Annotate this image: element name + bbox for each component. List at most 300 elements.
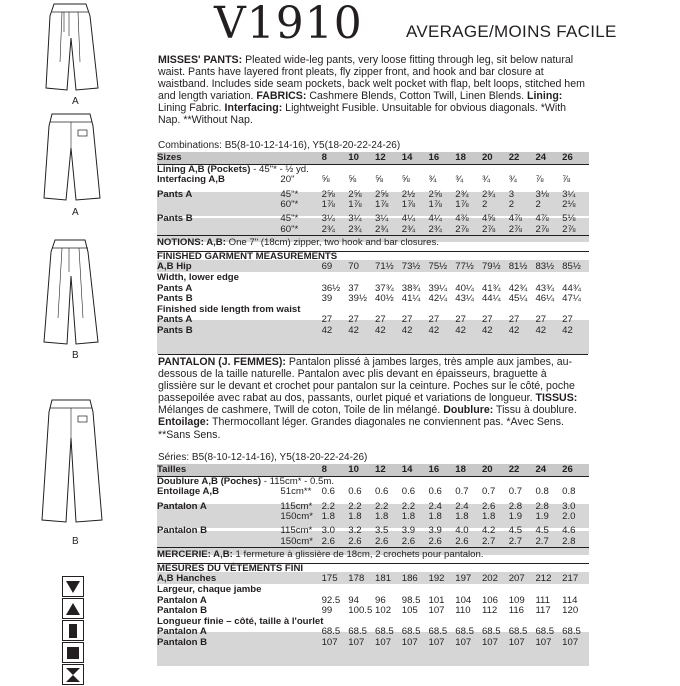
interfacing-row-label: Entoilage A,B — [157, 486, 220, 498]
measure-cell: 69 — [321, 261, 333, 273]
size-cell: 8 — [321, 464, 327, 475]
yardage-cell: 0.7 — [508, 486, 523, 498]
size-cell: 20 — [481, 152, 493, 163]
measure-cell: 37 — [348, 282, 359, 294]
measure-cell: 107 — [321, 636, 338, 648]
measure-cell: 192 — [428, 573, 445, 585]
size-cell: 26 — [562, 464, 573, 475]
interfacing-text: Thermocollant léger. Grandes diagonales ne conviennent pas. *Avec Sens. **Sans Sens. — [158, 416, 564, 441]
measure-cell: 178 — [348, 573, 365, 585]
yardage-cell: 2½ — [401, 188, 416, 200]
measure-cell: 68.5 — [348, 626, 367, 638]
yardage-cell: 2.8 — [562, 535, 576, 547]
yardage-cell: 2⅝ — [348, 188, 362, 200]
measure-cell: 79½ — [481, 261, 501, 273]
yardage-cell: 1⅞ — [455, 199, 469, 211]
measure-cell: 68.5 — [535, 626, 555, 638]
yardage-cell: 2⅝ — [428, 188, 442, 200]
yardage-cell: 2.7 — [535, 535, 549, 547]
yardage-cell: ¾ — [508, 174, 517, 186]
description-text: Pantalon plissé à jambes larges, très ample aux jambes, au-dessous de la taille naturelle. Pantalon avec plis devant en épaisseurs, braguette à glissière sur le devant et crochet pour pantalon sur la ceinture. Poches sur le côté, poche passepoilée avec rabat au dos, passants, ourlet piqué et variations de longueur. — [158, 356, 575, 405]
measure-cell: 27 — [481, 314, 493, 326]
width-b-label: Pantalon B — [157, 605, 208, 617]
lining-text: Tissu à doublure. — [493, 404, 577, 417]
measure-cell: 175 — [321, 573, 338, 585]
measure-cell: 102 — [375, 605, 392, 617]
yardage-cell: 0.6 — [321, 486, 335, 498]
size-cell: 16 — [428, 152, 440, 163]
sketch-label-b2: B — [72, 536, 79, 547]
yardage-cell: 3 — [508, 188, 515, 200]
measure-cell: 41¼ — [401, 293, 421, 305]
fabrics-lead: FABRICS: — [256, 90, 307, 103]
width-a-label: Pants A — [157, 282, 193, 294]
yardage-cell: 4⅞ — [535, 212, 549, 224]
width-title-row — [157, 585, 589, 596]
measure-cell: 27 — [401, 314, 413, 326]
yardage-cell: ⅝ — [375, 174, 384, 186]
measure-cell: 43¾ — [535, 282, 555, 294]
measure-cell: 68.5 — [455, 626, 474, 638]
notions-lead: NOTIONS: A,B: — [157, 237, 226, 249]
sizes-row — [157, 465, 589, 476]
yardage-cell: 4.5 — [508, 524, 523, 536]
measure-cell: 114 — [562, 594, 578, 606]
measure-cell: 107 — [401, 636, 418, 648]
yardage-cell: ⅞ — [535, 174, 544, 186]
yardage-cell: 2¾ — [375, 223, 389, 235]
size-cell: 20 — [481, 464, 493, 475]
yardage-cell: ⅝ — [348, 174, 357, 186]
yardage-cell: 4.6 — [562, 524, 576, 536]
measure-cell: 107 — [428, 636, 445, 648]
measure-cell: 106 — [481, 594, 498, 606]
yardage-cell: 2.7 — [508, 535, 523, 547]
lining-text: Lining Fabric. — [158, 102, 225, 115]
yardage-cell: 4¼ — [401, 212, 416, 224]
yardage-cell: 3.5 — [375, 524, 389, 536]
pants-b-label: Pantalon B — [157, 524, 208, 536]
yardage-cell: 3¼ — [348, 212, 362, 224]
measure-cell: 116 — [508, 605, 524, 617]
measure-cell: 44¾ — [562, 282, 581, 294]
english-description — [158, 54, 588, 127]
lining-lead: Doublure: — [443, 404, 494, 417]
measure-cell: 42 — [535, 324, 547, 336]
measure-cell: 43¼ — [455, 293, 474, 305]
yardage-cell: 2 — [535, 199, 541, 211]
measure-cell: 99 — [321, 605, 333, 617]
yardage-cell: 2 — [481, 199, 488, 211]
yardage-cell: 3¼ — [321, 212, 335, 224]
pants-a-row-1 — [157, 502, 589, 513]
lining-lead: Lining: — [527, 90, 563, 103]
measure-cell: 41¾ — [481, 282, 501, 294]
yardage-cell: 3.0 — [562, 500, 576, 512]
fabrics-text: Mélanges de cashmere, Twill de coton, Toile de lin mélangé. — [158, 404, 444, 417]
yardage-cell: 1.8 — [348, 511, 362, 523]
pants-b-label: Pants B — [157, 212, 193, 224]
measure-cell: 107 — [562, 636, 579, 648]
yardage-cell: 2.6 — [481, 500, 496, 512]
measure-cell: 39½ — [348, 293, 367, 305]
english-yardage-table — [157, 153, 589, 337]
measure-cell: 68.5 — [508, 626, 528, 638]
measure-cell: 117 — [535, 605, 551, 617]
width-sub: 150cm* — [280, 535, 313, 547]
yardage-cell: 4⅝ — [481, 212, 496, 224]
yardage-cell: 4¼ — [428, 212, 442, 224]
measure-cell: 109 — [508, 594, 525, 606]
yardage-cell: 2.2 — [321, 500, 335, 512]
notions-row — [157, 548, 589, 564]
measure-cell: 40¼ — [455, 282, 474, 294]
yardage-cell: 1.8 — [455, 511, 469, 523]
size-cell: 8 — [321, 152, 327, 163]
measure-cell: 212 — [535, 573, 552, 585]
measure-cell: 92.5 — [321, 594, 341, 606]
interfacing-row-label: Interfacing A,B — [157, 174, 225, 186]
measure-cell: 27 — [321, 314, 333, 326]
interfacing-text: Lightweight Fusible. Unsuitable for obvious diagonals. *With Nap. **Without Nap. — [158, 102, 567, 127]
yardage-cell: 4.0 — [455, 524, 469, 536]
length-label: Finished side length from waist — [157, 303, 301, 315]
measure-cell: 105 — [401, 605, 418, 617]
yardage-cell: 2.6 — [375, 535, 389, 547]
yardage-cell: ¾ — [481, 174, 490, 186]
measure-cell: 71½ — [375, 261, 394, 273]
yardage-cell: 1.9 — [535, 511, 549, 523]
size-cell: 12 — [375, 152, 386, 163]
width-sub: 60"* — [280, 199, 299, 211]
yardage-cell: 2.2 — [401, 500, 416, 512]
measure-cell: 68.5 — [481, 626, 501, 638]
measure-cell: 98.5 — [401, 594, 421, 606]
symbol-legend — [62, 576, 84, 686]
sketch-view-b-back — [38, 398, 108, 528]
measure-cell: 68.5 — [562, 626, 581, 638]
yardage-cell: 2⅞ — [562, 223, 576, 235]
width-label: Largeur, chaque jambe — [157, 583, 262, 595]
yardage-cell: 3.2 — [348, 524, 362, 536]
sketch-label-a2: A — [72, 207, 79, 218]
yardage-cell: 0.6 — [401, 486, 416, 498]
lining-row-label: Lining A,B (Pockets) — [157, 163, 251, 175]
measure-cell: 27 — [348, 314, 359, 326]
description-lead: PANTALON (J. FEMMES): — [158, 356, 286, 368]
lining-row-text: - 45"* - ½ yd. — [250, 163, 309, 175]
yardage-cell: 2⅞ — [535, 223, 549, 235]
sizes-row — [157, 153, 589, 164]
yardage-cell: 2¾ — [348, 223, 362, 235]
yardage-cell: ⅞ — [562, 174, 571, 186]
size-cell: 16 — [428, 464, 440, 475]
pants-a-label: Pants A — [157, 188, 193, 200]
lining-row-text: - 115cm* - 0.5m. — [261, 475, 334, 487]
width-sub: 60"* — [280, 223, 299, 235]
yardage-cell: 2⅝ — [321, 188, 335, 200]
yardage-cell: 2.2 — [375, 500, 389, 512]
triangle-up-icon — [62, 598, 84, 619]
size-cell: 14 — [401, 152, 413, 163]
yardage-cell: 4.5 — [535, 524, 549, 536]
yardage-cell: 0.6 — [348, 486, 362, 498]
measure-cell: 197 — [455, 573, 472, 585]
lining-row — [157, 476, 589, 487]
lining-row-label: Doublure A,B (Poches) — [157, 475, 262, 487]
yardage-cell: ⅝ — [321, 174, 330, 186]
pants-b-row-1 — [157, 214, 589, 225]
hip-label: A,B Hanches — [157, 573, 217, 585]
bar-icon — [62, 620, 84, 641]
measure-cell: 27 — [455, 314, 466, 326]
measure-cell: 42 — [455, 324, 466, 336]
measure-cell: 111 — [535, 594, 551, 606]
width-a-row — [157, 596, 589, 607]
yardage-cell: 2⅝ — [375, 188, 389, 200]
width-label: Width, lower edge — [157, 271, 239, 283]
sketch-view-a-front — [38, 2, 108, 94]
square-icon — [62, 642, 84, 663]
yardage-cell: 3.0 — [321, 524, 335, 536]
yardage-cell: 2⅞ — [481, 223, 496, 235]
yardage-cell: 1.9 — [508, 511, 523, 523]
yardage-cell: 2⅞ — [455, 223, 469, 235]
width-sub: 45"* — [280, 212, 299, 224]
measure-cell: 107 — [375, 636, 392, 648]
size-cell: 12 — [375, 464, 386, 475]
yardage-cell: 1.8 — [375, 511, 389, 523]
yardage-cell: 3⅛ — [535, 188, 549, 200]
measure-cell: 68.5 — [428, 626, 448, 638]
yardage-cell: 1.8 — [401, 511, 416, 523]
measure-cell: 107 — [348, 636, 365, 648]
measure-cell: 73½ — [401, 261, 421, 273]
width-b-label: Pants B — [157, 293, 193, 305]
measure-cell: 42 — [321, 324, 333, 336]
yardage-cell: ⅝ — [401, 174, 410, 186]
length-a-label: Pantalon A — [157, 626, 207, 638]
length-b-row — [157, 326, 589, 337]
measure-cell: 110 — [455, 605, 471, 617]
yardage-cell: 2.6 — [321, 535, 335, 547]
measure-cell: 107 — [535, 636, 552, 648]
measure-cell: 36½ — [321, 282, 341, 294]
yardage-cell: 0.8 — [562, 486, 576, 498]
measure-cell: 68.5 — [401, 626, 421, 638]
yardage-cell: 1⅞ — [401, 199, 416, 211]
measure-cell: 42 — [401, 324, 413, 336]
measure-cell: 120 — [562, 605, 579, 617]
yardage-cell: 3.9 — [401, 524, 416, 536]
yardage-cell: 2.6 — [348, 535, 362, 547]
measure-cell: 75½ — [428, 261, 448, 273]
size-cell: 10 — [348, 152, 359, 163]
measure-cell: 27 — [375, 314, 386, 326]
yardage-cell: 1.8 — [481, 511, 496, 523]
yardage-cell: 0.7 — [455, 486, 469, 498]
measure-cell: 39 — [321, 293, 333, 305]
measure-cell: 44¼ — [481, 293, 501, 305]
width-sub: 45"* — [280, 188, 299, 200]
length-b-row — [157, 638, 589, 649]
measure-cell: 107 — [481, 636, 498, 648]
measure-cell: 202 — [481, 573, 498, 585]
yardage-cell: 2.0 — [562, 511, 576, 523]
measure-cell: 27 — [428, 314, 440, 326]
fabrics-lead: TISSUS: — [535, 392, 578, 405]
size-cell: 10 — [348, 464, 359, 475]
yardage-cell: 0.6 — [375, 486, 389, 498]
yardage-cell: 2¾ — [481, 188, 496, 200]
measure-cell: 27 — [508, 314, 520, 326]
description-lead: MISSES' PANTS: — [158, 54, 243, 66]
french-yardage-table — [157, 465, 589, 649]
sizes-label: Sizes — [157, 152, 182, 163]
measure-cell: 77½ — [455, 261, 474, 273]
combinations-line: Combinations: B5(8-10-12-14-16), Y5(18-20-22-24-26) — [158, 140, 401, 151]
interfacing-row-sub: 20" — [280, 174, 295, 186]
yardage-cell: 0.6 — [428, 486, 442, 498]
yardage-cell: 4⅜ — [455, 212, 469, 224]
measure-cell: 68.5 — [321, 626, 341, 638]
measure-cell: 39¼ — [428, 282, 448, 294]
measure-cell: 42 — [481, 324, 493, 336]
pants-b-row-1 — [157, 526, 589, 537]
yardage-cell: 1.8 — [428, 511, 442, 523]
yardage-cell: 2¾ — [401, 223, 416, 235]
width-a-label: Pantalon A — [157, 594, 207, 606]
yardage-cell: 1.8 — [321, 511, 335, 523]
notions-row — [157, 236, 589, 252]
pants-a-row-2 — [157, 200, 589, 211]
measure-cell: 94 — [348, 594, 359, 606]
width-sub: 115cm* — [280, 500, 313, 512]
yardage-cell: 0.7 — [481, 486, 496, 498]
measure-cell: 104 — [455, 594, 472, 606]
measure-cell: 46¼ — [535, 293, 555, 305]
measure-cell: 42 — [428, 324, 440, 336]
yardage-cell: 2.7 — [481, 535, 496, 547]
difficulty-level: AVERAGE/MOINS FACILE — [406, 22, 617, 41]
size-cell: 22 — [508, 464, 520, 475]
pants-b-row-2 — [157, 225, 589, 236]
yardage-cell: 1⅞ — [348, 199, 362, 211]
yardage-cell: 2.6 — [455, 535, 469, 547]
length-b-label: Pantalon B — [157, 636, 208, 648]
width-sub: 150cm* — [280, 511, 313, 523]
measure-cell: 181 — [375, 573, 392, 585]
measure-cell: 100.5 — [348, 605, 373, 617]
interfacing-row — [157, 487, 589, 498]
yardage-cell: 2.2 — [348, 500, 362, 512]
yardage-cell: 0.8 — [535, 486, 549, 498]
yardage-cell: 2.4 — [455, 500, 469, 512]
pants-b-row-2 — [157, 537, 589, 548]
notions-text: One 7" (18cm) zipper, two hook and bar closures. — [225, 237, 439, 249]
description-text: Pleated wide-leg pants, very loose fitting through leg, sit below natural waist. Pants have layered front pleats, fly zipper front, and hook and bar closure at waistband. Includes side seam pockets, back welt pocket with flap, belt loops, stitched hem and length variation. — [158, 54, 585, 103]
yardage-cell: 2.8 — [508, 500, 523, 512]
size-cell: 22 — [508, 152, 520, 163]
hourglass-icon — [62, 664, 84, 685]
measure-cell: 42¼ — [428, 293, 448, 305]
measure-cell: 81½ — [508, 261, 528, 273]
measure-cell: 42¾ — [508, 282, 528, 294]
pants-a-row-1 — [157, 190, 589, 201]
pattern-number: V1910 — [214, 0, 363, 49]
sketch-label-b1: B — [72, 350, 79, 361]
measure-cell: 107 — [455, 636, 472, 648]
length-label: Longueur finie – côté, taille à l'ourlet — [157, 615, 324, 627]
pants-a-label: Pantalon A — [157, 500, 207, 512]
hip-label: A,B Hip — [157, 261, 192, 273]
measure-cell: 42 — [375, 324, 386, 336]
yardage-cell: 2¾ — [321, 223, 335, 235]
pants-a-row-2 — [157, 512, 589, 523]
measure-cell: 70 — [348, 261, 359, 273]
measure-cell: 45¼ — [508, 293, 528, 305]
interfacing-row-sub: 51cm** — [280, 486, 312, 498]
measure-cell: 40½ — [375, 293, 394, 305]
size-cell: 26 — [562, 152, 573, 163]
triangle-down-icon — [62, 576, 84, 597]
size-cell: 24 — [535, 464, 547, 475]
measure-cell: 47¼ — [562, 293, 581, 305]
yardage-cell: 4⅞ — [508, 212, 523, 224]
measure-cell: 27 — [535, 314, 547, 326]
measure-cell: 107 — [428, 605, 445, 617]
interfacing-lead: Entoilage: — [158, 416, 210, 429]
size-cell: 18 — [455, 464, 466, 475]
yardage-cell: 5⅛ — [562, 212, 576, 224]
yardage-cell: 2.8 — [535, 500, 549, 512]
french-description — [158, 354, 588, 441]
series-line: Séries: B5(8-10-12-14-16), Y5(18-20-22-24-26) — [158, 452, 368, 463]
finished-title: MESURES DU VÊTEMENTS FINI — [157, 563, 589, 574]
notions-lead: MERCERIE: A,B: — [157, 549, 233, 561]
measure-cell: 38¾ — [401, 282, 421, 294]
sketch-view-a-back — [38, 112, 108, 204]
notions-text: 1 fermeture à glissière de 18cm, 2 crochets pour pantalon. — [232, 549, 484, 561]
measure-cell: 217 — [562, 573, 579, 585]
length-title-row — [157, 305, 589, 316]
interfacing-lead: Interfacing: — [224, 102, 283, 115]
width-sub: 115cm* — [280, 524, 313, 536]
measure-cell: 101 — [428, 594, 445, 606]
yardage-cell: ¾ — [455, 174, 464, 186]
yardage-cell: 3¼ — [375, 212, 389, 224]
size-cell: 24 — [535, 152, 547, 163]
yardage-cell: 2¾ — [455, 188, 469, 200]
sketch-label-a1: A — [72, 96, 79, 107]
measure-cell: 107 — [508, 636, 525, 648]
measure-cell: 112 — [481, 605, 498, 617]
yardage-cell: 2⅛ — [562, 199, 576, 211]
size-cell: 14 — [401, 464, 413, 475]
measure-cell: 42 — [348, 324, 359, 336]
yardage-cell: 4.2 — [481, 524, 496, 536]
sizes-label: Tailles — [157, 464, 187, 475]
measure-cell: 96 — [375, 594, 386, 606]
measure-cell: 207 — [508, 573, 525, 585]
yardage-cell: 2.6 — [401, 535, 416, 547]
sketch-view-b-front — [38, 238, 108, 346]
size-cell: 18 — [455, 152, 466, 163]
length-a-row — [157, 315, 589, 326]
yardage-cell: 2.4 — [428, 500, 442, 512]
width-title-row — [157, 273, 589, 284]
measure-cell: 42 — [508, 324, 520, 336]
